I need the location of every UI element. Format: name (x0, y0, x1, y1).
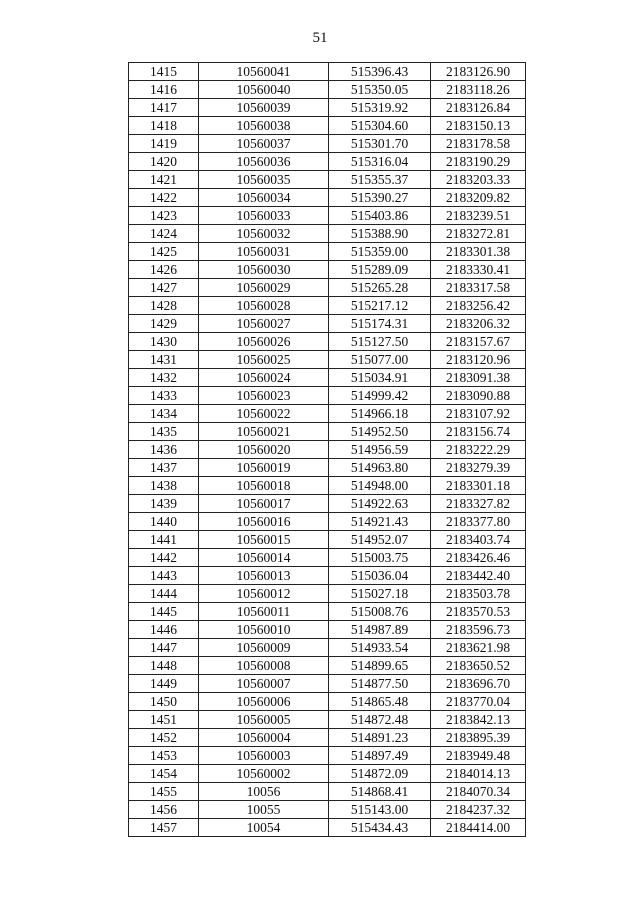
point-number-cell: 1420 (129, 153, 199, 171)
point-number-cell: 1447 (129, 639, 199, 657)
table-row (129, 153, 526, 171)
point-id-cell: 10560041 (199, 63, 329, 81)
table-row (129, 693, 526, 711)
point-id-cell: 10560021 (199, 423, 329, 441)
point-id-cell: 10560026 (199, 333, 329, 351)
x-coordinate-cell: 515143.00 (329, 801, 431, 819)
x-coordinate-cell: 514872.09 (329, 765, 431, 783)
table-row (129, 657, 526, 675)
point-id-cell: 10560018 (199, 477, 329, 495)
x-coordinate-cell: 515304.60 (329, 117, 431, 135)
x-coordinate-cell: 515359.00 (329, 243, 431, 261)
point-number-cell: 1445 (129, 603, 199, 621)
x-coordinate-cell: 514948.00 (329, 477, 431, 495)
y-coordinate-cell: 2183442.40 (431, 567, 526, 585)
x-coordinate-cell: 514922.63 (329, 495, 431, 513)
table-row (129, 351, 526, 369)
x-coordinate-cell: 515396.43 (329, 63, 431, 81)
table-row (129, 783, 526, 801)
table-row (129, 729, 526, 747)
x-coordinate-cell: 515174.31 (329, 315, 431, 333)
x-coordinate-cell: 515319.92 (329, 99, 431, 117)
table-row (129, 639, 526, 657)
page-number: 51 (312, 30, 328, 46)
x-coordinate-cell: 515003.75 (329, 549, 431, 567)
table-row (129, 801, 526, 819)
point-number-cell: 1433 (129, 387, 199, 405)
point-number-cell: 1415 (129, 63, 199, 81)
y-coordinate-cell: 2183327.82 (431, 495, 526, 513)
point-id-cell: 10560030 (199, 261, 329, 279)
x-coordinate-cell: 514999.42 (329, 387, 431, 405)
table-row (129, 819, 526, 837)
table-row (129, 549, 526, 567)
y-coordinate-cell: 2184070.34 (431, 783, 526, 801)
point-id-cell: 10560010 (199, 621, 329, 639)
y-coordinate-cell: 2183178.58 (431, 135, 526, 153)
table-row (129, 171, 526, 189)
point-number-cell: 1454 (129, 765, 199, 783)
y-coordinate-cell: 2183503.78 (431, 585, 526, 603)
y-coordinate-cell: 2183949.48 (431, 747, 526, 765)
point-id-cell: 10560040 (199, 81, 329, 99)
point-number-cell: 1452 (129, 729, 199, 747)
x-coordinate-cell: 514952.50 (329, 423, 431, 441)
table-row (129, 207, 526, 225)
x-coordinate-cell: 515034.91 (329, 369, 431, 387)
point-id-cell: 10560039 (199, 99, 329, 117)
table-row (129, 765, 526, 783)
point-id-cell: 10560009 (199, 639, 329, 657)
point-number-cell: 1450 (129, 693, 199, 711)
table-row (129, 117, 526, 135)
point-id-cell: 10560012 (199, 585, 329, 603)
table-row (129, 585, 526, 603)
x-coordinate-cell: 515127.50 (329, 333, 431, 351)
y-coordinate-cell: 2183206.32 (431, 315, 526, 333)
y-coordinate-cell: 2183696.70 (431, 675, 526, 693)
x-coordinate-cell: 515301.70 (329, 135, 431, 153)
point-id-cell: 10560014 (199, 549, 329, 567)
y-coordinate-cell: 2183222.29 (431, 441, 526, 459)
point-id-cell: 10560033 (199, 207, 329, 225)
point-id-cell: 10560015 (199, 531, 329, 549)
point-id-cell: 10560004 (199, 729, 329, 747)
table-row (129, 279, 526, 297)
y-coordinate-cell: 2183190.29 (431, 153, 526, 171)
y-coordinate-cell: 2183621.98 (431, 639, 526, 657)
table-row (129, 387, 526, 405)
point-number-cell: 1431 (129, 351, 199, 369)
y-coordinate-cell: 2184014.13 (431, 765, 526, 783)
y-coordinate-cell: 2183770.04 (431, 693, 526, 711)
point-id-cell: 10560034 (199, 189, 329, 207)
point-id-cell: 10560028 (199, 297, 329, 315)
x-coordinate-cell: 514865.48 (329, 693, 431, 711)
x-coordinate-cell: 515355.37 (329, 171, 431, 189)
y-coordinate-cell: 2183842.13 (431, 711, 526, 729)
x-coordinate-cell: 514956.59 (329, 441, 431, 459)
point-id-cell: 10560036 (199, 153, 329, 171)
x-coordinate-cell: 515434.43 (329, 819, 431, 837)
point-number-cell: 1457 (129, 819, 199, 837)
y-coordinate-cell: 2183156.74 (431, 423, 526, 441)
table-row (129, 261, 526, 279)
table-row (129, 369, 526, 387)
x-coordinate-cell: 515350.05 (329, 81, 431, 99)
y-coordinate-cell: 2183272.81 (431, 225, 526, 243)
x-coordinate-cell: 514966.18 (329, 405, 431, 423)
table-row (129, 477, 526, 495)
y-coordinate-cell: 2183090.88 (431, 387, 526, 405)
point-number-cell: 1419 (129, 135, 199, 153)
y-coordinate-cell: 2183330.41 (431, 261, 526, 279)
point-number-cell: 1421 (129, 171, 199, 189)
point-number-cell: 1440 (129, 513, 199, 531)
y-coordinate-cell: 2183107.92 (431, 405, 526, 423)
point-id-cell: 10560003 (199, 747, 329, 765)
point-number-cell: 1432 (129, 369, 199, 387)
table-row (129, 99, 526, 117)
point-id-cell: 10560007 (199, 675, 329, 693)
point-id-cell: 10560037 (199, 135, 329, 153)
table-row (129, 63, 526, 81)
x-coordinate-cell: 515217.12 (329, 297, 431, 315)
table-row (129, 567, 526, 585)
point-number-cell: 1451 (129, 711, 199, 729)
y-coordinate-cell: 2183403.74 (431, 531, 526, 549)
point-id-cell: 10560035 (199, 171, 329, 189)
point-number-cell: 1456 (129, 801, 199, 819)
point-id-cell: 10560025 (199, 351, 329, 369)
point-number-cell: 1434 (129, 405, 199, 423)
point-id-cell: 10560008 (199, 657, 329, 675)
x-coordinate-cell: 514952.07 (329, 531, 431, 549)
y-coordinate-cell: 2183126.84 (431, 99, 526, 117)
x-coordinate-cell: 515390.27 (329, 189, 431, 207)
y-coordinate-cell: 2183301.18 (431, 477, 526, 495)
point-number-cell: 1422 (129, 189, 199, 207)
y-coordinate-cell: 2183377.80 (431, 513, 526, 531)
point-number-cell: 1426 (129, 261, 199, 279)
table-row (129, 225, 526, 243)
x-coordinate-cell: 514987.89 (329, 621, 431, 639)
x-coordinate-cell: 515008.76 (329, 603, 431, 621)
table-row (129, 333, 526, 351)
table-row (129, 405, 526, 423)
y-coordinate-cell: 2183209.82 (431, 189, 526, 207)
point-id-cell: 10055 (199, 801, 329, 819)
point-number-cell: 1448 (129, 657, 199, 675)
point-number-cell: 1424 (129, 225, 199, 243)
y-coordinate-cell: 2184237.32 (431, 801, 526, 819)
y-coordinate-cell: 2183650.52 (431, 657, 526, 675)
y-coordinate-cell: 2183256.42 (431, 297, 526, 315)
y-coordinate-cell: 2183150.13 (431, 117, 526, 135)
y-coordinate-cell: 2183126.90 (431, 63, 526, 81)
table-row (129, 675, 526, 693)
table-row (129, 621, 526, 639)
point-number-cell: 1453 (129, 747, 199, 765)
y-coordinate-cell: 2183317.58 (431, 279, 526, 297)
table-row (129, 423, 526, 441)
x-coordinate-cell: 515036.04 (329, 567, 431, 585)
point-number-cell: 1455 (129, 783, 199, 801)
x-coordinate-cell: 515265.28 (329, 279, 431, 297)
y-coordinate-cell: 2183239.51 (431, 207, 526, 225)
y-coordinate-cell: 2183120.96 (431, 351, 526, 369)
point-number-cell: 1446 (129, 621, 199, 639)
point-id-cell: 10560022 (199, 405, 329, 423)
point-id-cell: 10560017 (199, 495, 329, 513)
table-row (129, 513, 526, 531)
table-body (129, 63, 526, 837)
point-id-cell: 10560016 (199, 513, 329, 531)
y-coordinate-cell: 2183091.38 (431, 369, 526, 387)
point-id-cell: 10560002 (199, 765, 329, 783)
table-row (129, 747, 526, 765)
point-number-cell: 1429 (129, 315, 199, 333)
table-row (129, 315, 526, 333)
table-row (129, 531, 526, 549)
point-number-cell: 1443 (129, 567, 199, 585)
point-number-cell: 1425 (129, 243, 199, 261)
point-id-cell: 10560013 (199, 567, 329, 585)
coordinates-table (128, 62, 526, 837)
point-number-cell: 1442 (129, 549, 199, 567)
table-row (129, 603, 526, 621)
table-row (129, 81, 526, 99)
point-id-cell: 10560024 (199, 369, 329, 387)
x-coordinate-cell: 514921.43 (329, 513, 431, 531)
y-coordinate-cell: 2183426.46 (431, 549, 526, 567)
y-coordinate-cell: 2183118.26 (431, 81, 526, 99)
x-coordinate-cell: 514897.49 (329, 747, 431, 765)
point-id-cell: 10560020 (199, 441, 329, 459)
table-row (129, 459, 526, 477)
point-id-cell: 10056 (199, 783, 329, 801)
point-id-cell: 10560029 (199, 279, 329, 297)
point-id-cell: 10560005 (199, 711, 329, 729)
point-number-cell: 1435 (129, 423, 199, 441)
table-row (129, 711, 526, 729)
point-id-cell: 10560006 (199, 693, 329, 711)
x-coordinate-cell: 515388.90 (329, 225, 431, 243)
point-id-cell: 10560023 (199, 387, 329, 405)
point-id-cell: 10560027 (199, 315, 329, 333)
point-number-cell: 1441 (129, 531, 199, 549)
x-coordinate-cell: 515027.18 (329, 585, 431, 603)
point-number-cell: 1423 (129, 207, 199, 225)
point-number-cell: 1438 (129, 477, 199, 495)
x-coordinate-cell: 514933.54 (329, 639, 431, 657)
table-row (129, 243, 526, 261)
point-id-cell: 10560038 (199, 117, 329, 135)
table-row (129, 495, 526, 513)
point-id-cell: 10560032 (199, 225, 329, 243)
y-coordinate-cell: 2183301.38 (431, 243, 526, 261)
point-number-cell: 1428 (129, 297, 199, 315)
point-id-cell: 10560011 (199, 603, 329, 621)
y-coordinate-cell: 2183157.67 (431, 333, 526, 351)
y-coordinate-cell: 2183203.33 (431, 171, 526, 189)
x-coordinate-cell: 515316.04 (329, 153, 431, 171)
point-number-cell: 1437 (129, 459, 199, 477)
y-coordinate-cell: 2184414.00 (431, 819, 526, 837)
point-number-cell: 1439 (129, 495, 199, 513)
x-coordinate-cell: 515289.09 (329, 261, 431, 279)
x-coordinate-cell: 514877.50 (329, 675, 431, 693)
x-coordinate-cell: 514963.80 (329, 459, 431, 477)
x-coordinate-cell: 514899.65 (329, 657, 431, 675)
point-number-cell: 1416 (129, 81, 199, 99)
point-number-cell: 1430 (129, 333, 199, 351)
y-coordinate-cell: 2183279.39 (431, 459, 526, 477)
point-number-cell: 1417 (129, 99, 199, 117)
point-id-cell: 10560019 (199, 459, 329, 477)
x-coordinate-cell: 514872.48 (329, 711, 431, 729)
point-id-cell: 10054 (199, 819, 329, 837)
point-number-cell: 1427 (129, 279, 199, 297)
point-number-cell: 1444 (129, 585, 199, 603)
y-coordinate-cell: 2183596.73 (431, 621, 526, 639)
point-id-cell: 10560031 (199, 243, 329, 261)
y-coordinate-cell: 2183570.53 (431, 603, 526, 621)
table-row (129, 135, 526, 153)
table-row (129, 297, 526, 315)
point-number-cell: 1449 (129, 675, 199, 693)
x-coordinate-cell: 514891.23 (329, 729, 431, 747)
x-coordinate-cell: 515077.00 (329, 351, 431, 369)
point-number-cell: 1418 (129, 117, 199, 135)
table-row (129, 441, 526, 459)
table-row (129, 189, 526, 207)
x-coordinate-cell: 515403.86 (329, 207, 431, 225)
y-coordinate-cell: 2183895.39 (431, 729, 526, 747)
point-number-cell: 1436 (129, 441, 199, 459)
x-coordinate-cell: 514868.41 (329, 783, 431, 801)
